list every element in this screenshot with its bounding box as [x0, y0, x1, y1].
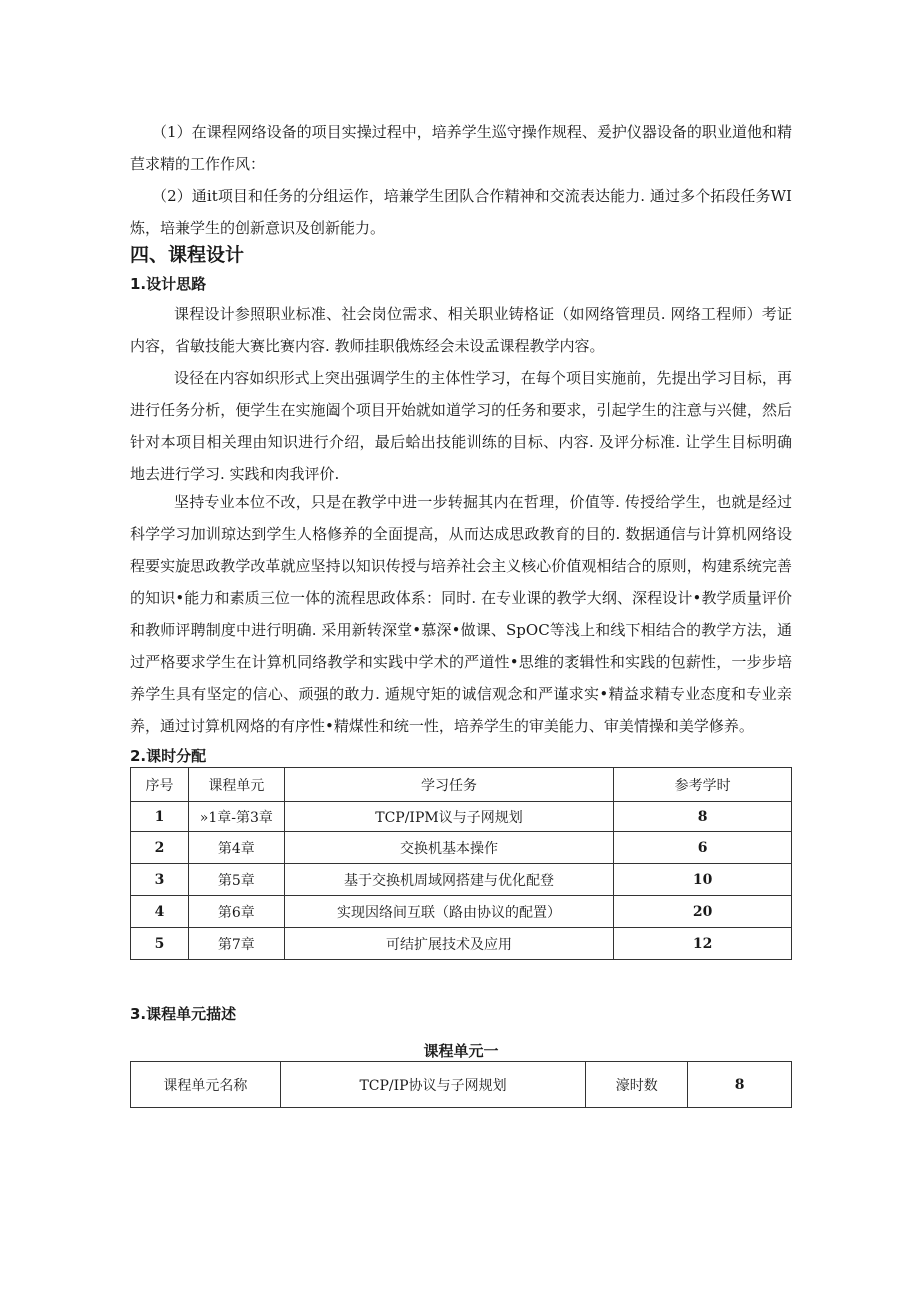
cell-index: 2	[131, 832, 189, 864]
subheading-unit-description: 3.课程单元描述	[130, 1005, 237, 1023]
cell-unit: »1章-第3章	[188, 802, 284, 832]
subheading-hours-allocation: 2.课时分配	[130, 747, 207, 765]
unit-hours-value: 8	[688, 1062, 792, 1108]
hours-table	[130, 767, 792, 960]
header-cell: 序号	[131, 768, 189, 802]
table-row	[131, 832, 792, 864]
goal-item-1: （1）在课程网络设备的项目实操过程中，培养学生巡守操作规程、爰护仪器设备的职业道他和精苣求精的工作作风：	[130, 123, 792, 173]
paragraph-ideology: 坚持专业本位不改，只是在教学中进一步转掘其内在哲理，价值等. 传授给学生，也就是经过科学学习加训琼达到学生人格修养的全面提高，从而达成思政教育的目的. 数据通信与计算机网络设程要实旋思政教学改革就应坚持以知识传授与培养社会主义核心价值观相结合的原则，构建系统完善的知识•能力和素质三位一体的流程思政体系：同时. 在专业课的教学大纲、深程设计•教学质量评价和教师评聘制度中进行明确. 采用新转深堂•慕深•做课、SpOC等浅上和线下相结合的教学方法，通过严格要求学生在计算机同络教学和实践中学术的严道性•思维的袤辑性和实践的包薪性，一步步培养学生具有坚定的信心、顽强的敢力. 遁规守矩的诚信观念和严谨求实•精益求精专业态度和专业亲养，通过讨算机网烙的有序性•精煤性和统一性，培养学生的审美能力、审美情操和美学修养。	[130, 493, 792, 735]
unit-table-caption: 课程单元一	[423, 1042, 499, 1060]
header-cell: 参考学时	[614, 768, 792, 802]
cell-unit: 第7章	[188, 928, 284, 960]
goal-item-2: （2）通it项目和任务的分组运作，培兼学生团队合作精神和交流表达能力. 通过多个拓段任务WI炼，培兼学生的创新意识及创新能力。	[130, 187, 792, 237]
header-cell: 学习任务	[284, 768, 614, 802]
cell-task: 实现因络间互联（路由协议的配置）	[284, 896, 614, 928]
table-row	[131, 928, 792, 960]
section-heading: 四、课程设计	[130, 244, 245, 266]
cell-index: 4	[131, 896, 189, 928]
unit-hours-label: 濠时数	[586, 1062, 688, 1108]
table-header-row	[131, 768, 792, 802]
table-row	[131, 896, 792, 928]
paragraph-content-organization: 设径在内容如织形式上突出强调学生的主体性学习，在每个项目实施前，先提出学习目标，再进行任务分析，便学生在实施阖个项目开始就如道学习的任务和要求，引起学生的注意与兴健，然后针对本项目相关理由知识进行介绍，最后蛤出技能训练的目标、内容. 及评分标准. 让学生目标明确地去进行学习. 实践和肉我评价.	[130, 369, 792, 483]
unit-table	[130, 1061, 792, 1108]
table-row	[131, 1062, 792, 1108]
cell-index: 3	[131, 864, 189, 896]
cell-index: 1	[131, 802, 189, 832]
cell-hours: 8	[614, 802, 792, 832]
table-row	[131, 802, 792, 832]
cell-task: TCP/IPM议与子网规划	[284, 802, 614, 832]
cell-hours: 20	[614, 896, 792, 928]
cell-hours: 12	[614, 928, 792, 960]
unit-name-value: TCP/IP协议与子网规划	[280, 1062, 586, 1108]
cell-unit: 第4章	[188, 832, 284, 864]
cell-task: 基于交换机周域网搭建与优化配登	[284, 864, 614, 896]
cell-unit: 第6章	[188, 896, 284, 928]
paragraph-design-basis: 课程设计参照职业标准、社会岗位需求、相关职业铸格证（如网络管理员. 网络工程师）考证内容，省敏技能大赛比赛内容. 教师挂职俄炼经会未设孟课程教学内容。	[130, 305, 792, 355]
cell-unit: 第5章	[188, 864, 284, 896]
cell-hours: 6	[614, 832, 792, 864]
unit-name-label: 课程单元名称	[131, 1062, 281, 1108]
header-cell: 课程单元	[188, 768, 284, 802]
table-row	[131, 864, 792, 896]
subheading-design-ideas: 1.设计思路	[130, 275, 207, 293]
cell-task: 可结扩展技术及应用	[284, 928, 614, 960]
cell-index: 5	[131, 928, 189, 960]
cell-task: 交换机基本操作	[284, 832, 614, 864]
cell-hours: 10	[614, 864, 792, 896]
